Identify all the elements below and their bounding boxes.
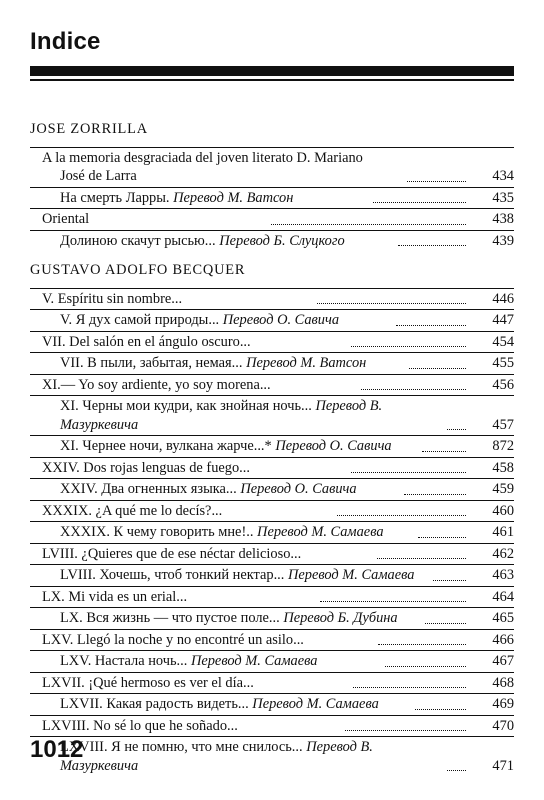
toc-entry xyxy=(30,309,514,331)
toc-entry-title xyxy=(30,354,403,373)
toc-page-number: 460 xyxy=(492,502,515,519)
toc-entry xyxy=(30,208,514,230)
toc-entry-title xyxy=(30,717,339,736)
translator-credit: Перевод В. Мазуркевича xyxy=(60,739,373,774)
toc-entry xyxy=(30,500,514,522)
translator-credit: Перевод М. Самаева xyxy=(287,567,415,583)
translator-credit: Перевод В. Мазуркевича xyxy=(60,398,383,433)
dot-leader xyxy=(351,472,466,473)
translator-credit: Перевод О. Савича xyxy=(222,312,340,328)
dot-leader xyxy=(409,368,466,369)
dot-leader xyxy=(396,325,466,326)
toc-entry-title-line: LXV. Llegó la noche y no encontré un asilo... xyxy=(42,631,304,648)
dot-leader xyxy=(415,709,466,710)
dot-leader xyxy=(378,644,466,645)
toc-entry xyxy=(30,650,514,672)
toc-entry-title xyxy=(30,149,401,186)
translator-credit: Перевод Б. Дубина xyxy=(283,610,398,626)
translator-credit: Перевод О. Савича xyxy=(275,438,392,454)
toc-page-number: 439 xyxy=(492,232,515,249)
toc-page-number: 461 xyxy=(492,524,515,540)
translator-credit: Перевод М. Самаева xyxy=(190,653,318,669)
dot-leader xyxy=(320,601,466,602)
toc-entry-title-line: XI. Чернее ночи, вулкана жарче...* xyxy=(60,438,272,454)
toc-entry-title-line: Oriental xyxy=(42,211,90,227)
page-title: Indice xyxy=(30,28,101,55)
translator-credit: Перевод Б. Слуцкого xyxy=(219,232,345,249)
dot-leader xyxy=(404,494,466,495)
toc-page-number: 467 xyxy=(492,653,515,669)
toc-entry xyxy=(30,147,514,187)
toc-entry-title xyxy=(30,523,412,542)
toc-entry-title xyxy=(30,545,371,564)
toc-entry-title-line: LVIII. ¿Quieres que de ese néctar delicioso... xyxy=(42,545,302,562)
toc-entry xyxy=(30,187,514,209)
toc-entry-title xyxy=(30,631,372,650)
toc-entry-title-line: A la memoria desgraciada del joven literato D. Mariano xyxy=(42,149,363,166)
toc-entry-title-line: LVIII. Хочешь, чтоб тонкий нектар... xyxy=(60,567,285,583)
toc-page-number: 438 xyxy=(492,211,514,227)
translator-credit: Перевод О. Савича xyxy=(240,481,357,497)
toc-page-number: 459 xyxy=(492,481,515,497)
dot-leader xyxy=(317,303,466,304)
dot-leader xyxy=(361,389,466,390)
toc-entry-title xyxy=(30,437,416,456)
toc-page-number: 466 xyxy=(492,631,514,648)
toc-entry xyxy=(30,435,514,457)
toc-entry-title xyxy=(30,189,367,208)
dot-leader xyxy=(337,515,466,516)
toc-entry-title-line: XI.— Yo soy ardiente, yo soy morena... xyxy=(42,376,271,393)
toc-entry-title xyxy=(30,674,347,693)
toc-entry xyxy=(30,543,514,565)
toc-entry xyxy=(30,288,514,310)
toc-entry xyxy=(30,586,514,608)
dot-leader xyxy=(345,730,466,731)
toc-entry xyxy=(30,672,514,694)
dot-leader xyxy=(447,770,466,771)
dot-leader xyxy=(385,666,466,667)
toc-entry-title xyxy=(30,566,427,585)
toc-entry xyxy=(30,395,514,435)
toc-page-number: 435 xyxy=(492,189,514,206)
toc-entry-title-line: LXVII. Какая радость видеть... xyxy=(60,696,249,712)
dot-leader xyxy=(407,181,466,182)
toc-entry xyxy=(30,230,514,252)
toc-entry-title-line: LX. Mi vida es un erial... xyxy=(42,588,188,605)
toc-entry xyxy=(30,693,514,715)
toc-entry-title-line: XXIV. Два огненных языка... xyxy=(60,481,237,497)
dot-leader xyxy=(398,245,466,246)
toc-entry-title xyxy=(30,480,398,499)
toc-page-number: 463 xyxy=(492,567,515,583)
dot-leader xyxy=(425,623,466,624)
translator-credit: Перевод М. Ватсон xyxy=(173,189,294,206)
toc-entry xyxy=(30,331,514,353)
toc-entry-title xyxy=(30,652,379,671)
toc-page-number: 447 xyxy=(492,312,514,328)
toc-page-number: 455 xyxy=(492,355,515,371)
translator-credit: Перевод М. Самаева xyxy=(257,524,384,540)
toc-entry-title xyxy=(30,502,331,521)
toc-entry-title-line: XXXIX. ¿A qué me lo decís?... xyxy=(42,502,223,519)
toc-entry-title-line: LXVII. ¡Qué hermoso es ver el día... xyxy=(42,674,254,691)
translator-credit: Перевод М. Ватсон xyxy=(246,355,367,371)
toc-entry-title-line: На смерть Ларры. xyxy=(60,189,170,206)
toc-page-number: 446 xyxy=(492,290,515,307)
toc-entry xyxy=(30,629,514,651)
toc-entry xyxy=(30,374,514,396)
toc-entry-title xyxy=(30,376,355,395)
title-rule xyxy=(30,66,514,76)
toc-entry xyxy=(30,521,514,543)
toc-entry-title xyxy=(30,290,311,309)
toc-entry-title xyxy=(30,397,441,434)
toc-entry-title-line: XXIV. Dos rojas lenguas de fuego... xyxy=(42,459,250,476)
toc-entry-title-line: V. Я дух самой природы... xyxy=(60,312,220,328)
toc-page-number: 462 xyxy=(492,545,515,562)
toc-page-number: 458 xyxy=(492,459,514,476)
toc-entry-title-line: José de Larra xyxy=(60,168,137,184)
toc-entry-title-line: XI. Черны мои кудри, как знойная ночь... xyxy=(60,398,312,414)
toc-page-number: 469 xyxy=(492,696,515,712)
section-heading: GUSTAVO ADOLFO BECQUER xyxy=(30,262,246,278)
toc-entry-title xyxy=(30,210,265,229)
dot-leader xyxy=(433,580,466,581)
toc-entry-title xyxy=(30,333,345,352)
toc-entry xyxy=(30,352,514,374)
toc-entry xyxy=(30,607,514,629)
table-of-contents xyxy=(30,120,514,776)
dot-leader xyxy=(447,429,466,430)
toc-page-number: 454 xyxy=(492,333,515,350)
toc-entry-title-line: LX. Вся жизнь — что пустое поле... xyxy=(60,610,280,626)
dot-leader xyxy=(373,202,466,203)
toc-page-number: 465 xyxy=(492,610,515,626)
toc-page-number: 434 xyxy=(492,168,514,184)
toc-entry-title xyxy=(30,459,345,478)
toc-entry xyxy=(30,715,514,737)
toc-entry-title-line: V. Espíritu sin nombre... xyxy=(42,290,183,307)
toc-page-number: 457 xyxy=(492,416,514,433)
dot-leader xyxy=(353,687,466,688)
toc-entry-title xyxy=(30,695,409,714)
toc-entry-title-line: LXVIII. No sé lo que he soñado... xyxy=(42,717,238,734)
toc-entry xyxy=(30,564,514,586)
toc-entry xyxy=(30,736,514,776)
toc-page-number: 872 xyxy=(492,438,515,454)
toc-page-number: 470 xyxy=(492,717,515,734)
title-rule-thin xyxy=(30,79,514,81)
toc-entry-title xyxy=(30,311,390,330)
toc-entry xyxy=(30,478,514,500)
dot-leader xyxy=(422,451,466,452)
toc-entry-title xyxy=(30,738,441,775)
toc-entry-title-line: VII. Del salón en el ángulo oscuro... xyxy=(42,333,251,350)
toc-entry-title-line: LXVIII. Я не помню, что мне снилось... xyxy=(60,739,303,755)
toc-page-number: 468 xyxy=(492,674,515,691)
toc-page-number: 464 xyxy=(492,588,515,605)
toc-entry-title-line: LXV. Настала ночь... xyxy=(60,653,188,669)
toc-page-number: 456 xyxy=(492,376,515,393)
dot-leader xyxy=(351,346,466,347)
toc-entry xyxy=(30,457,514,479)
page-number: 1012 xyxy=(30,736,84,763)
translator-credit: Перевод М. Самаева xyxy=(252,696,379,712)
toc-entry-title xyxy=(30,232,392,251)
toc-entry-title-line: Долиною скачут рысью... xyxy=(60,232,216,249)
toc-entry-title-line: XXXIX. К чему говорить мне!.. xyxy=(60,524,254,540)
toc-page-number: 471 xyxy=(492,757,514,774)
dot-leader xyxy=(271,224,466,225)
toc-entry-title xyxy=(30,609,419,628)
toc-entry-title-line: VII. В пыли, забытая, немая... xyxy=(60,355,243,371)
dot-leader xyxy=(418,537,466,538)
dot-leader xyxy=(377,558,466,559)
toc-entry-title xyxy=(30,588,314,607)
section-heading: JOSE ZORRILLA xyxy=(30,121,148,137)
